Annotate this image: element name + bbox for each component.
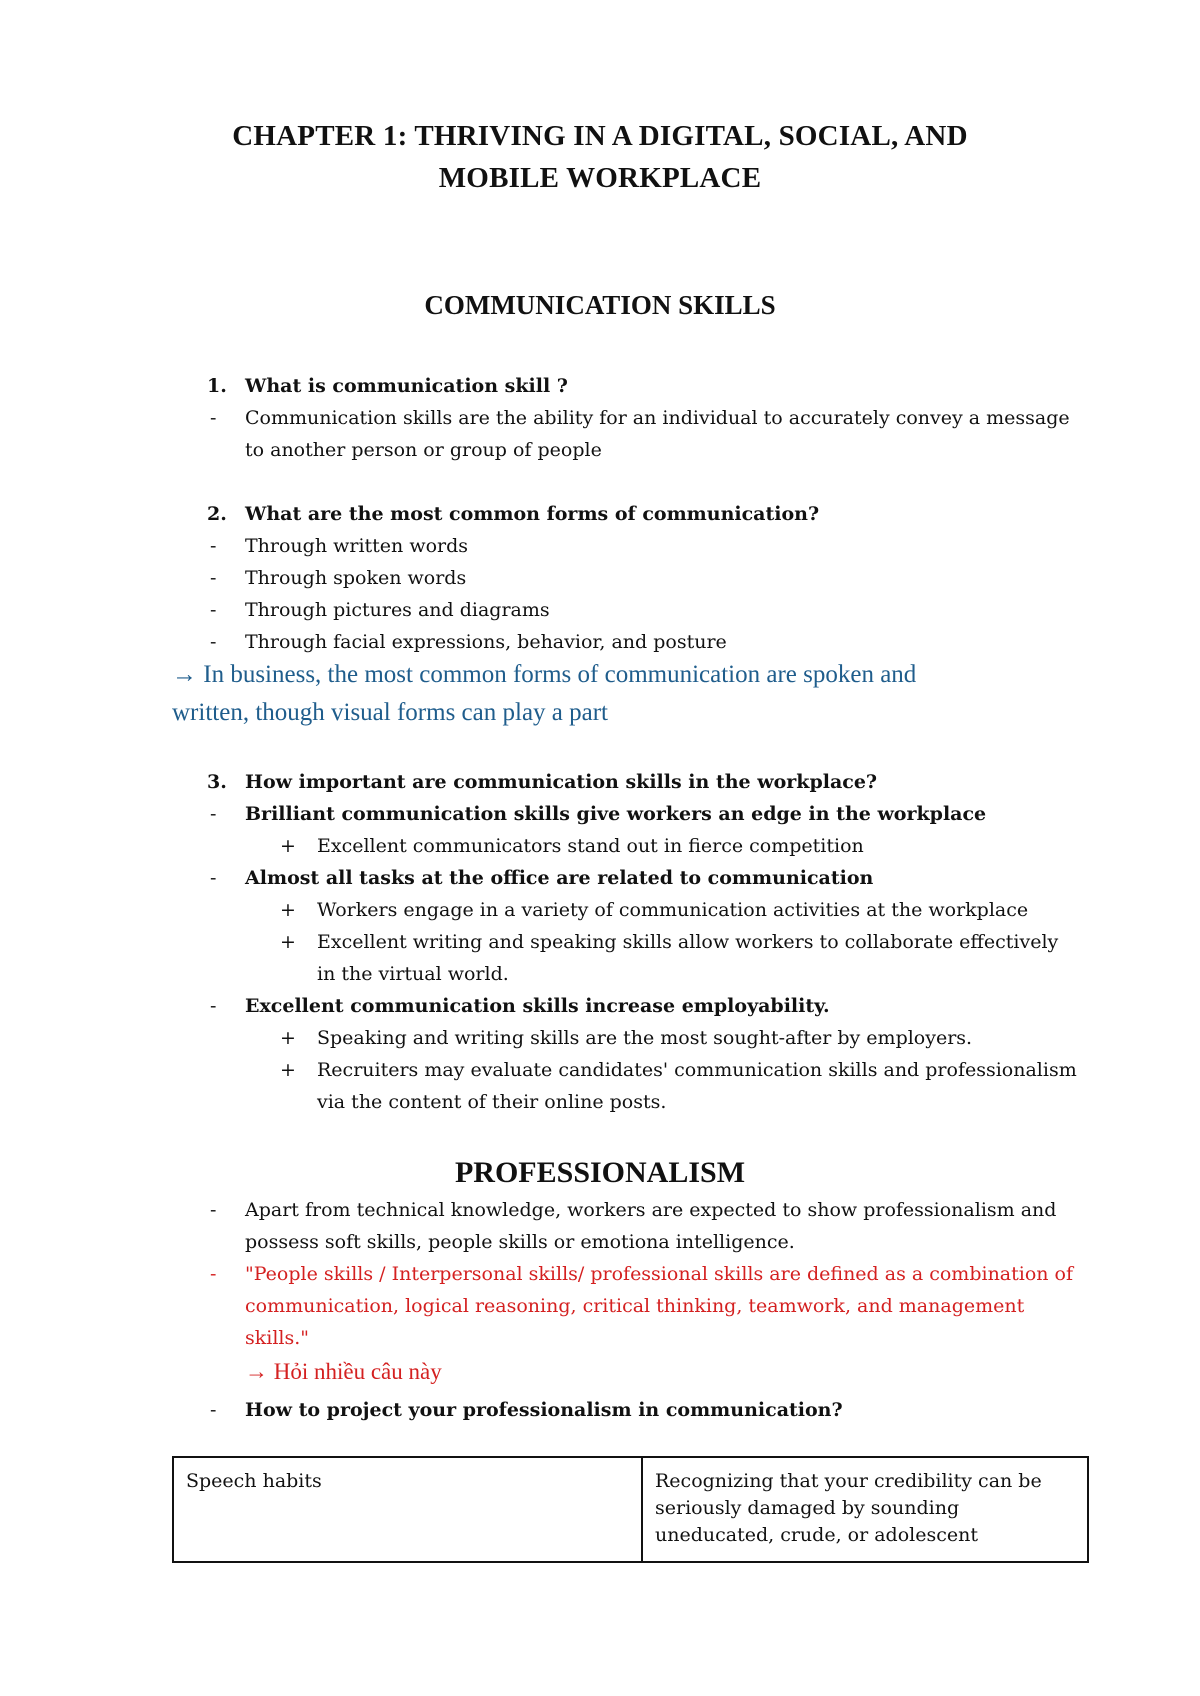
plus-marker: + — [280, 931, 296, 953]
dash-marker: - — [210, 631, 217, 653]
chapter-title-line1: CHAPTER 1: THRIVING IN A DIGITAL, SOCIAL, AND — [232, 120, 968, 152]
q2-item: Through pictures and diagrams — [245, 599, 550, 621]
q3-question: How important are communication skills in the workplace? — [245, 771, 878, 793]
plus-marker: + — [280, 835, 296, 857]
q2-note-line1: → In business, the most common forms of communication are spoken and — [172, 661, 917, 688]
people-skills-definition-line1: "People skills / Interpersonal skills/ professional skills are defined as a combination of — [245, 1263, 1074, 1285]
q1-answer-line1: Communication skills are the ability for an individual to accurately convey a message — [245, 407, 1070, 429]
q3-sub-point-continued: via the content of their online posts. — [317, 1091, 667, 1113]
q3-sub-point: Excellent communicators stand out in fierce competition — [317, 835, 864, 857]
dash-marker: - — [210, 803, 217, 825]
dash-marker: - — [210, 1399, 217, 1421]
plus-marker: + — [280, 1059, 296, 1081]
plus-marker: + — [280, 1027, 296, 1049]
dash-marker: - — [210, 1199, 217, 1221]
table-cell-description: Recognizing that your credibility can be seriously damaged by sounding uneducated, crude, or adolescent — [642, 1457, 1088, 1562]
q3-point-title: Excellent communication skills increase employability. — [245, 995, 830, 1017]
q2-item: Through facial expressions, behavior, and posture — [245, 631, 727, 653]
q3-number: 3. — [207, 771, 227, 793]
q2-number: 2. — [207, 503, 227, 525]
section-heading-communication: COMMUNICATION SKILLS — [424, 290, 776, 320]
q3-point-title: Brilliant communication skills give workers an edge in the workplace — [245, 803, 987, 825]
table-row — [173, 1457, 1088, 1562]
prof-paragraph-line1: Apart from technical knowledge, workers are expected to show professionalism and — [245, 1199, 1057, 1221]
plus-marker: + — [280, 899, 296, 921]
q1-question: What is communication skill ? — [245, 375, 568, 397]
dash-marker: - — [210, 867, 217, 889]
people-skills-definition-line3: skills." — [245, 1327, 310, 1349]
q3-sub-point: Workers engage in a variety of communication activities at the workplace — [317, 899, 1029, 921]
dash-marker: - — [210, 599, 217, 621]
chapter-title — [150, 115, 1050, 199]
people-skills-definition-line2: communication, logical reasoning, critical thinking, teamwork, and management — [245, 1295, 1025, 1317]
q3-sub-point: Excellent writing and speaking skills allow workers to collaborate effectively — [317, 931, 1059, 953]
dash-marker: - — [210, 1263, 217, 1285]
dash-marker: - — [210, 567, 217, 589]
prof-question: How to project your professionalism in communication? — [245, 1399, 843, 1421]
q3-sub-point-continued: in the virtual world. — [317, 963, 509, 985]
q1-number: 1. — [207, 375, 227, 397]
q2-item: Through spoken words — [245, 567, 467, 589]
dash-marker: - — [210, 407, 217, 429]
chapter-title-line2: MOBILE WORKPLACE — [438, 162, 762, 194]
dash-marker: - — [210, 535, 217, 557]
table-cell-label: Speech habits — [173, 1457, 642, 1562]
dash-marker: - — [210, 995, 217, 1017]
prof-paragraph-line2: possess soft skills, people skills or emotiona intelligence. — [245, 1231, 795, 1253]
section-heading-professionalism: PROFESSIONALISM — [454, 1156, 746, 1189]
q2-note-line2: written, though visual forms can play a part — [172, 699, 608, 726]
q2-item: Through written words — [245, 535, 469, 557]
q2-question: What are the most common forms of communication? — [245, 503, 820, 525]
q1-answer-line2: to another person or group of people — [245, 439, 602, 461]
q3-sub-point: Speaking and writing skills are the most sought-after by employers. — [317, 1027, 973, 1049]
professionalism-table — [172, 1456, 1089, 1563]
q3-point-title: Almost all tasks at the office are related to communication — [245, 867, 874, 889]
q3-sub-point: Recruiters may evaluate candidates' communication skills and professionalism — [317, 1059, 1077, 1081]
red-note: → Hỏi nhiều câu này — [245, 1359, 442, 1384]
